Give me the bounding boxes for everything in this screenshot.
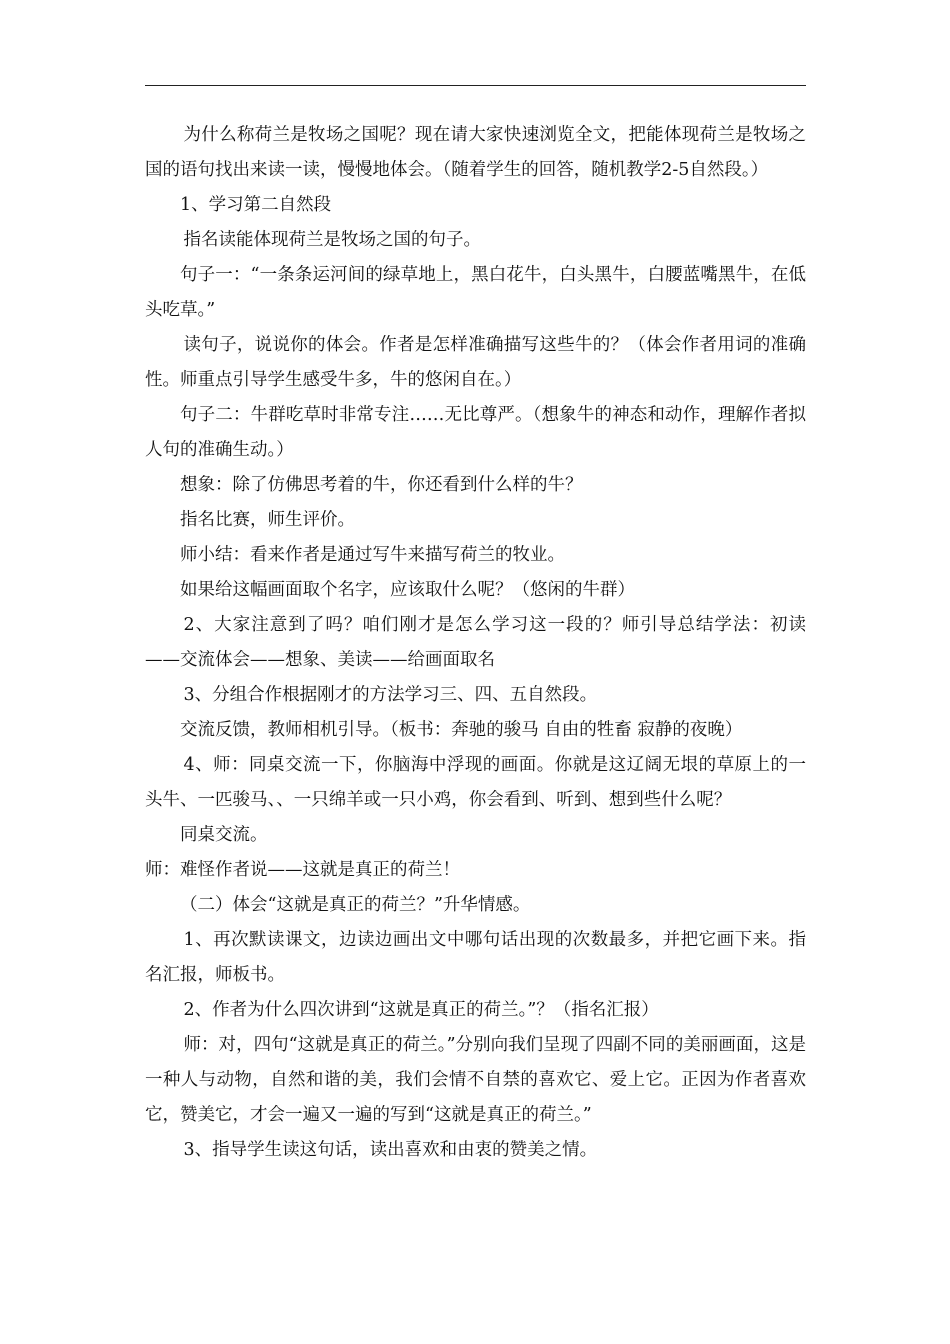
paragraph: 指名读能体现荷兰是牧场之国的句子。 [183, 230, 481, 250]
paragraph: 1、再次默读课文，边读边画出文中哪句话出现的次数最多，并把它画下来。指名汇报，师板书。 [145, 930, 806, 985]
paragraph: 师小结：看来作者是通过写牛来描写荷兰的牧业。 [180, 545, 565, 565]
paragraph: 2、大家注意到了吗？咱们刚才是怎么学习这一段的？师引导总结学法：初读——交流体会——想象、美读——给画面取名 [145, 615, 806, 670]
paragraph: 3、分组合作根据刚才的方法学习三、四、五自然段。 [183, 685, 598, 705]
paragraph: 同桌交流。 [180, 825, 268, 845]
paragraph: 师：难怪作者说——这就是真正的荷兰！ [145, 860, 460, 880]
paragraph: 如果给这幅画面取个名字，应该取什么呢？（悠闲的牛群） [180, 580, 635, 600]
paragraph: 句子一：“一条条运河间的绿草地上，黑白花牛，白头黑牛，白腰蓝嘴黑牛，在低头吃草。” [145, 265, 806, 320]
paragraph: 想象：除了仿佛思考着的牛，你还看到什么样的牛？ [180, 475, 583, 495]
paragraph: 2、作者为什么四次讲到“这就是真正的荷兰。”？（指名汇报） [183, 1000, 659, 1020]
document-body [145, 118, 806, 1168]
paragraph: 师：对，四句“这就是真正的荷兰。”分别向我们呈现了四副不同的美丽画面，这是一种人与动物，自然和谐的美，我们会情不自禁的喜欢它、爱上它。正因为作者喜欢它，赞美它，才会一遍又一遍的写到“这就是真正的荷兰。” [145, 1035, 806, 1125]
paragraph: 读句子，说说你的体会。作者是怎样准确描写这些牛的？（体会作者用词的准确性。师重点引导学生感受牛多，牛的悠闲自在。） [145, 335, 806, 390]
paragraph: 3、指导学生读这句话，读出喜欢和由衷的赞美之情。 [183, 1140, 598, 1160]
paragraph: 为什么称荷兰是牧场之国呢？现在请大家快速浏览全文，把能体现荷兰是牧场之国的语句找出来读一读，慢慢地体会。（随着学生的回答，随机教学2-5自然段。） [145, 125, 806, 180]
paragraph: （二）体会“这就是真正的荷兰？”升华情感。 [180, 895, 531, 915]
paragraph: 交流反馈，教师相机引导。（板书：奔驰的骏马 自由的牲畜 寂静的夜晚） [180, 720, 743, 740]
header-rule [145, 85, 806, 86]
paragraph: 1、学习第二自然段 [180, 195, 332, 215]
paragraph: 句子二：牛群吃草时非常专注……无比尊严。（想象牛的神态和动作，理解作者拟人句的准确生动。） [145, 405, 806, 460]
paragraph: 4、师：同桌交流一下，你脑海中浮现的画面。你就是这辽阔无垠的草原上的一头牛、一匹骏马、、一只绵羊或一只小鸡，你会看到、听到、想到些什么呢？ [145, 755, 806, 810]
paragraph: 指名比赛，师生评价。 [180, 510, 355, 530]
